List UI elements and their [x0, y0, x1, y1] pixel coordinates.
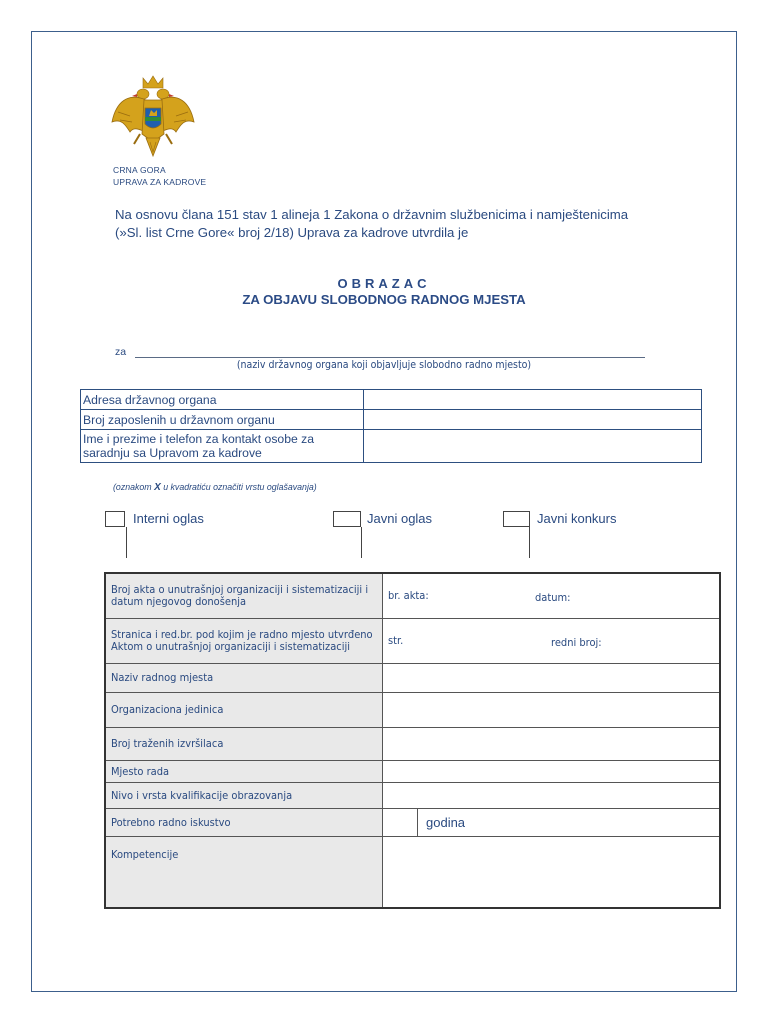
employee-count-field[interactable]: [364, 410, 702, 430]
checkbox-public-competition[interactable]: [503, 511, 530, 527]
divider-line: [361, 527, 362, 558]
experience-field: [383, 809, 721, 837]
experience-years-input[interactable]: [383, 809, 418, 836]
divider-line: [126, 527, 127, 558]
option-internal-ad: Interni oglas: [133, 511, 204, 526]
table-row: [105, 761, 720, 783]
table-row: [105, 783, 720, 809]
checkbox-internal-ad[interactable]: [105, 511, 125, 527]
org-line-country: CRNA GORA: [113, 165, 166, 175]
page-str-label: str.: [388, 634, 404, 647]
act-date-label: datum:: [535, 591, 571, 604]
za-label: za: [115, 346, 127, 358]
table-row: [105, 809, 720, 837]
intro-line-2: (»Sl. list Crne Gore« broj 2/18) Uprava za kadrove utvrdila je: [115, 225, 469, 240]
option-public-competition: Javni konkurs: [537, 511, 617, 526]
table-row: [105, 837, 720, 909]
table-row: [105, 693, 720, 728]
competences-field[interactable]: [383, 837, 721, 909]
position-name-field[interactable]: [383, 664, 721, 693]
experience-unit: godina: [426, 814, 466, 830]
employee-count-label: Broj zaposlenih u državnom organu: [81, 410, 364, 430]
page-label: Stranica i red.br. pod kojim je radno mjesto utvrđeno Aktom o unutrašnjoj organizaciji i sistematizaciji: [105, 619, 383, 664]
organ-name-line[interactable]: [135, 357, 645, 358]
position-name-label: Naziv radnog mjesta: [105, 664, 383, 693]
table-row: [81, 430, 702, 463]
table-row: [105, 664, 720, 693]
staff-count-field[interactable]: [383, 728, 721, 761]
work-location-label: Mjesto rada: [105, 761, 383, 783]
intro-line-1: Na osnovu člana 151 stav 1 alineja 1 Zakona o državnim službenicima i namještenicima: [115, 207, 629, 222]
mark-x: X: [154, 482, 161, 493]
table-row: [81, 410, 702, 430]
org-unit-label: Organizaciona jedinica: [105, 693, 383, 728]
qualification-label: Nivo i vrsta kvalifikacije obrazovanja: [105, 783, 383, 809]
act-field[interactable]: [383, 573, 721, 619]
organ-address-field[interactable]: [364, 390, 702, 410]
contact-person-field[interactable]: [364, 430, 702, 463]
ad-type-note: (oznakom X u kvadratiću označiti vrstu oglašavanja): [113, 482, 317, 493]
work-location-field[interactable]: [383, 761, 721, 783]
checkbox-public-ad[interactable]: [333, 511, 361, 527]
contact-person-label: Ime i prezime i telefon za kontakt osobe za saradnju sa Upravom za kadrove: [81, 430, 364, 463]
act-number-label: br. akta:: [388, 589, 429, 602]
page-number-label: redni broj:: [551, 636, 602, 649]
organ-name-hint: (naziv državnog organa koji objavljuje slobodno radno mjesto): [236, 359, 532, 371]
montenegro-coat-of-arms-icon: [108, 72, 198, 164]
intro-text: [115, 206, 695, 242]
org-unit-field[interactable]: [383, 693, 721, 728]
experience-label: Potrebno radno iskustvo: [105, 809, 383, 837]
page-field[interactable]: [383, 619, 721, 664]
competences-label: Kompetencije: [105, 837, 383, 909]
form-title: OBRAZAC: [337, 276, 431, 291]
organ-address-label: Adresa državnog organa: [81, 390, 364, 410]
divider-line: [529, 527, 530, 558]
option-public-ad: Javni oglas: [367, 511, 433, 526]
staff-count-label: Broj traženih izvršilaca: [105, 728, 383, 761]
position-table: [104, 572, 721, 909]
form-subtitle: ZA OBJAVU SLOBODNOG RADNOG MJESTA: [242, 292, 526, 307]
table-row: [105, 619, 720, 664]
table-row: [81, 390, 702, 410]
qualification-field[interactable]: [383, 783, 721, 809]
organ-info-table: [80, 389, 702, 463]
table-row: [105, 728, 720, 761]
table-row: [105, 573, 720, 619]
org-line-agency: UPRAVA ZA KADROVE: [113, 177, 207, 187]
act-label: Broj akta o unutrašnjoj organizaciji i sistematizaciji i datum njegovog donošenja: [105, 573, 383, 619]
